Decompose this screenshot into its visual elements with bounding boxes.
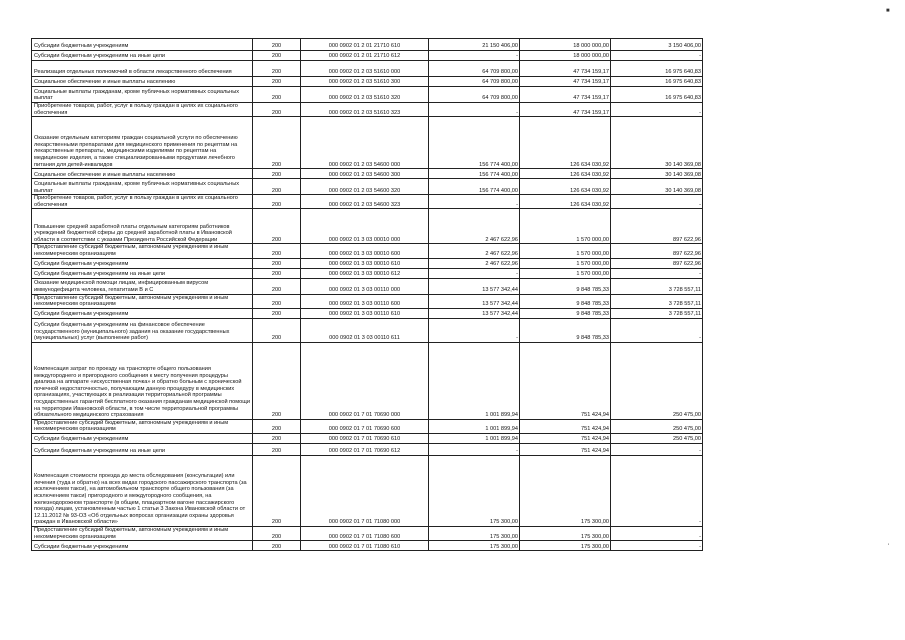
row-name-cell: Компенсация затрат по проезду на транспорте общего пользования междугороднего и пригородного сообщения к месту получения процедуры диализа на аппарате «искусственная почка» и обратно больным с хронической почечной недостаточностью, получающим данную процедуру в медицинских организациях, участвующих в реализации территориальной программы государственных гарантий бесплатного оказания гражданам медицинской помощи на территории Ивановской области, в том числе территориальной программы обязательного медицинского страхования: [32, 342, 253, 419]
approved-amount-cell: 64 709 800,00: [429, 61, 520, 77]
row-name-cell: Оказание медицинской помощи лицам, инфицированным вирусом иммунодефицита человека, гепатитами B и C: [32, 278, 253, 294]
unexecuted-amount-cell: -: [611, 51, 703, 61]
executed-amount-cell: 9 848 785,33: [520, 308, 611, 318]
executed-amount-cell: 47 734 159,17: [520, 103, 611, 117]
row-code-cell: 200: [253, 258, 301, 268]
row-code-cell: 200: [253, 244, 301, 258]
row-kbk-cell: 000 0902 01 2 03 54600 300: [301, 169, 429, 179]
row-code-cell: 200: [253, 169, 301, 179]
table-row: [32, 278, 703, 294]
executed-amount-cell: 175 300,00: [520, 541, 611, 551]
unexecuted-amount-cell: 250 475,00: [611, 419, 703, 433]
row-kbk-cell: 000 0902 01 3 03 00110 610: [301, 308, 429, 318]
executed-amount-cell: 175 300,00: [520, 526, 611, 540]
budget-report-page: [31, 38, 702, 602]
row-kbk-cell: 000 0902 01 7 01 70690 600: [301, 419, 429, 433]
row-code-cell: 200: [253, 77, 301, 87]
unexecuted-amount-cell: 250 475,00: [611, 342, 703, 419]
unexecuted-amount-cell: 16 975 640,83: [611, 87, 703, 103]
table-row: [32, 268, 703, 278]
table-row: [32, 342, 703, 419]
row-kbk-cell: 000 0902 01 2 03 51610 320: [301, 87, 429, 103]
executed-amount-cell: 126 634 030,92: [520, 117, 611, 169]
row-name-cell: Оказание отдельным категориям граждан социальной услуги по обеспечению лекарственными препаратами для медицинского применения по рецептам на лекарственные препараты, медицинскими изделиями по рецептам на медицинские изделия, а также специализированными продуктами лечебного питания для детей-инвалидов: [32, 117, 253, 169]
executed-amount-cell: 9 848 785,33: [520, 278, 611, 294]
row-kbk-cell: 000 0902 01 3 03 00010 610: [301, 258, 429, 268]
row-name-cell: Приобретение товаров, работ, услуг в пользу граждан в целях их социального обеспечения: [32, 195, 253, 209]
table-row: [32, 433, 703, 443]
unexecuted-amount-cell: -: [611, 195, 703, 209]
row-name-cell: Социальные выплаты гражданам, кроме публичных нормативных социальных выплат: [32, 87, 253, 103]
row-code-cell: 200: [253, 209, 301, 244]
row-name-cell: Субсидии бюджетным учреждениям: [32, 433, 253, 443]
row-kbk-cell: 000 0902 01 2 03 51610 323: [301, 103, 429, 117]
row-kbk-cell: 000 0902 01 2 03 54600 320: [301, 179, 429, 195]
table-row: [32, 179, 703, 195]
unexecuted-amount-cell: 16 975 640,83: [611, 77, 703, 87]
row-name-cell: Повышение средней заработной платы отдельным категориям работников учреждений бюджетной сферы до средней заработной платы в Ивановской области в соответствии с указами Президента Российской Федерации: [32, 209, 253, 244]
executed-amount-cell: 175 300,00: [520, 455, 611, 526]
approved-amount-cell: 1 001 899,94: [429, 419, 520, 433]
row-name-cell: Предоставление субсидий бюджетным, автономным учреждениям и иным некоммерческим организациям: [32, 419, 253, 433]
table-row: [32, 117, 703, 169]
row-kbk-cell: 000 0902 01 2 03 51610 300: [301, 77, 429, 87]
budget-execution-table: [31, 38, 703, 551]
row-code-cell: 200: [253, 308, 301, 318]
row-kbk-cell: 000 0902 01 2 03 54600 000: [301, 117, 429, 169]
approved-amount-cell: 21 150 406,00: [429, 39, 520, 51]
row-kbk-cell: 000 0902 01 7 01 70690 610: [301, 433, 429, 443]
executed-amount-cell: 1 570 000,00: [520, 209, 611, 244]
executed-amount-cell: 47 734 159,17: [520, 77, 611, 87]
row-name-cell: Субсидии бюджетным учреждениям: [32, 308, 253, 318]
row-kbk-cell: 000 0902 01 2 01 21710 610: [301, 39, 429, 51]
row-kbk-cell: 000 0902 01 3 03 00010 612: [301, 268, 429, 278]
row-name-cell: Предоставление субсидий бюджетным, автономным учреждениям и иным некоммерческим организациям: [32, 526, 253, 540]
approved-amount-cell: 2 467 622,96: [429, 209, 520, 244]
approved-amount-cell: 2 467 622,96: [429, 244, 520, 258]
row-code-cell: 200: [253, 433, 301, 443]
row-name-cell: Субсидии бюджетным учреждениям: [32, 39, 253, 51]
row-name-cell: Субсидии бюджетным учреждениям на иные цели: [32, 268, 253, 278]
unexecuted-amount-cell: 897 622,96: [611, 209, 703, 244]
row-code-cell: 200: [253, 87, 301, 103]
approved-amount-cell: -: [429, 103, 520, 117]
approved-amount-cell: -: [429, 195, 520, 209]
approved-amount-cell: 175 300,00: [429, 526, 520, 540]
scan-artifact-mark-2: ': [888, 544, 890, 550]
approved-amount-cell: -: [429, 268, 520, 278]
row-name-cell: Социальные выплаты гражданам, кроме публичных нормативных социальных выплат: [32, 179, 253, 195]
unexecuted-amount-cell: -: [611, 103, 703, 117]
executed-amount-cell: 9 848 785,33: [520, 318, 611, 342]
unexecuted-amount-cell: 250 475,00: [611, 433, 703, 443]
unexecuted-amount-cell: 30 140 369,08: [611, 117, 703, 169]
unexecuted-amount-cell: -: [611, 455, 703, 526]
table-row: [32, 318, 703, 342]
row-name-cell: Субсидии бюджетным учреждениям: [32, 541, 253, 551]
row-kbk-cell: 000 0902 01 3 03 00110 000: [301, 278, 429, 294]
table-row: [32, 195, 703, 209]
approved-amount-cell: 1 001 899,94: [429, 342, 520, 419]
row-kbk-cell: 000 0902 01 7 01 71080 610: [301, 541, 429, 551]
executed-amount-cell: 751 424,94: [520, 419, 611, 433]
executed-amount-cell: 751 424,94: [520, 433, 611, 443]
row-code-cell: 200: [253, 179, 301, 195]
row-kbk-cell: 000 0902 01 3 03 00010 600: [301, 244, 429, 258]
table-row: [32, 103, 703, 117]
table-row: [32, 51, 703, 61]
row-name-cell: Реализация отдельных полномочий в области лекарственного обеспечения: [32, 61, 253, 77]
unexecuted-amount-cell: 16 975 640,83: [611, 61, 703, 77]
row-name-cell: Социальное обеспечение и иные выплаты населению: [32, 169, 253, 179]
table-row: [32, 294, 703, 308]
table-body: [32, 39, 703, 551]
approved-amount-cell: 156 774 400,00: [429, 117, 520, 169]
approved-amount-cell: -: [429, 318, 520, 342]
table-row: [32, 77, 703, 87]
row-code-cell: 200: [253, 541, 301, 551]
row-code-cell: 200: [253, 342, 301, 419]
row-code-cell: 200: [253, 455, 301, 526]
approved-amount-cell: 13 577 342,44: [429, 278, 520, 294]
approved-amount-cell: -: [429, 443, 520, 455]
unexecuted-amount-cell: 3 728 557,11: [611, 278, 703, 294]
executed-amount-cell: 751 424,94: [520, 443, 611, 455]
executed-amount-cell: 1 570 000,00: [520, 268, 611, 278]
approved-amount-cell: 2 467 622,96: [429, 258, 520, 268]
row-kbk-cell: 000 0902 01 7 01 71080 600: [301, 526, 429, 540]
row-kbk-cell: 000 0902 01 2 03 54600 323: [301, 195, 429, 209]
unexecuted-amount-cell: 897 622,96: [611, 258, 703, 268]
unexecuted-amount-cell: -: [611, 318, 703, 342]
table-row: [32, 308, 703, 318]
table-row: [32, 443, 703, 455]
row-code-cell: 200: [253, 526, 301, 540]
unexecuted-amount-cell: 897 622,96: [611, 244, 703, 258]
row-code-cell: 200: [253, 278, 301, 294]
row-code-cell: 200: [253, 318, 301, 342]
unexecuted-amount-cell: 3 728 557,11: [611, 308, 703, 318]
table-row: [32, 258, 703, 268]
row-code-cell: 200: [253, 419, 301, 433]
executed-amount-cell: 751 424,94: [520, 342, 611, 419]
row-code-cell: 200: [253, 268, 301, 278]
executed-amount-cell: 1 570 000,00: [520, 244, 611, 258]
row-name-cell: Социальное обеспечение и иные выплаты населению: [32, 77, 253, 87]
row-code-cell: 200: [253, 443, 301, 455]
approved-amount-cell: -: [429, 51, 520, 61]
row-code-cell: 200: [253, 117, 301, 169]
row-kbk-cell: 000 0902 01 2 03 51610 000: [301, 61, 429, 77]
table-row: [32, 209, 703, 244]
row-name-cell: Компенсация стоимости проезда до места обследования (консультации) или лечения (туда и обратно) на всех видах городского пассажирского транспорта (за исключением такси), на автомобильном транспорте общего пользования (за исключением такси) пригородного и междугородного сообщения, на железнодорожном транспорте (в общем, плацкартном вагоне пассажирского поезда) лицам, установленным частью 1 статьи 3 Закона Ивановской области от 12.11.2012 № 93-ОЗ «Об отдельных вопросах организации охраны здоровья граждан в Ивановской области»: [32, 455, 253, 526]
approved-amount-cell: 175 300,00: [429, 455, 520, 526]
row-code-cell: 200: [253, 39, 301, 51]
row-kbk-cell: 000 0902 01 2 01 21710 612: [301, 51, 429, 61]
approved-amount-cell: 13 577 342,44: [429, 294, 520, 308]
unexecuted-amount-cell: 30 140 369,08: [611, 179, 703, 195]
row-kbk-cell: 000 0902 01 7 01 70690 000: [301, 342, 429, 419]
row-name-cell: Субсидии бюджетным учреждениям на иные цели: [32, 51, 253, 61]
table-row: [32, 526, 703, 540]
row-name-cell: Субсидии бюджетным учреждениям на финансовое обеспечение государственного (муниципального) задания на оказание государственных (муниципальных) услуг (выполнение работ): [32, 318, 253, 342]
executed-amount-cell: 126 634 030,92: [520, 169, 611, 179]
approved-amount-cell: 156 774 400,00: [429, 169, 520, 179]
executed-amount-cell: 47 734 159,17: [520, 87, 611, 103]
unexecuted-amount-cell: -: [611, 526, 703, 540]
row-code-cell: 200: [253, 103, 301, 117]
table-row: [32, 87, 703, 103]
row-name-cell: Субсидии бюджетным учреждениям: [32, 258, 253, 268]
table-row: [32, 455, 703, 526]
executed-amount-cell: 126 634 030,92: [520, 179, 611, 195]
table-row: [32, 419, 703, 433]
row-code-cell: 200: [253, 294, 301, 308]
unexecuted-amount-cell: -: [611, 268, 703, 278]
executed-amount-cell: 1 570 000,00: [520, 258, 611, 268]
approved-amount-cell: 64 709 800,00: [429, 77, 520, 87]
executed-amount-cell: 18 000 000,00: [520, 39, 611, 51]
row-name-cell: Приобретение товаров, работ, услуг в пользу граждан в целях их социального обеспечения: [32, 103, 253, 117]
unexecuted-amount-cell: 30 140 369,08: [611, 169, 703, 179]
row-code-cell: 200: [253, 61, 301, 77]
executed-amount-cell: 126 634 030,92: [520, 195, 611, 209]
table-row: [32, 39, 703, 51]
table-row: [32, 169, 703, 179]
executed-amount-cell: 9 848 785,33: [520, 294, 611, 308]
table-row: [32, 244, 703, 258]
unexecuted-amount-cell: 3 728 557,11: [611, 294, 703, 308]
row-code-cell: 200: [253, 51, 301, 61]
row-name-cell: Предоставление субсидий бюджетным, автономным учреждениям и иным некоммерческим организациям: [32, 244, 253, 258]
executed-amount-cell: 18 000 000,00: [520, 51, 611, 61]
row-name-cell: Предоставление субсидий бюджетным, автономным учреждениям и иным некоммерческим организациям: [32, 294, 253, 308]
row-kbk-cell: 000 0902 01 7 01 70690 612: [301, 443, 429, 455]
approved-amount-cell: 156 774 400,00: [429, 179, 520, 195]
row-kbk-cell: 000 0902 01 3 03 00110 600: [301, 294, 429, 308]
row-kbk-cell: 000 0902 01 3 03 00110 611: [301, 318, 429, 342]
unexecuted-amount-cell: 3 150 406,00: [611, 39, 703, 51]
approved-amount-cell: 1 001 899,94: [429, 433, 520, 443]
unexecuted-amount-cell: -: [611, 443, 703, 455]
executed-amount-cell: 47 734 159,17: [520, 61, 611, 77]
table-row: [32, 61, 703, 77]
approved-amount-cell: 175 300,00: [429, 541, 520, 551]
row-kbk-cell: 000 0902 01 3 03 00010 000: [301, 209, 429, 244]
unexecuted-amount-cell: -: [611, 541, 703, 551]
table-row: [32, 541, 703, 551]
approved-amount-cell: 13 577 342,44: [429, 308, 520, 318]
row-kbk-cell: 000 0902 01 7 01 71080 000: [301, 455, 429, 526]
scan-artifact-mark: ■: [886, 8, 890, 14]
row-name-cell: Субсидии бюджетным учреждениям на иные цели: [32, 443, 253, 455]
row-code-cell: 200: [253, 195, 301, 209]
approved-amount-cell: 64 709 800,00: [429, 87, 520, 103]
